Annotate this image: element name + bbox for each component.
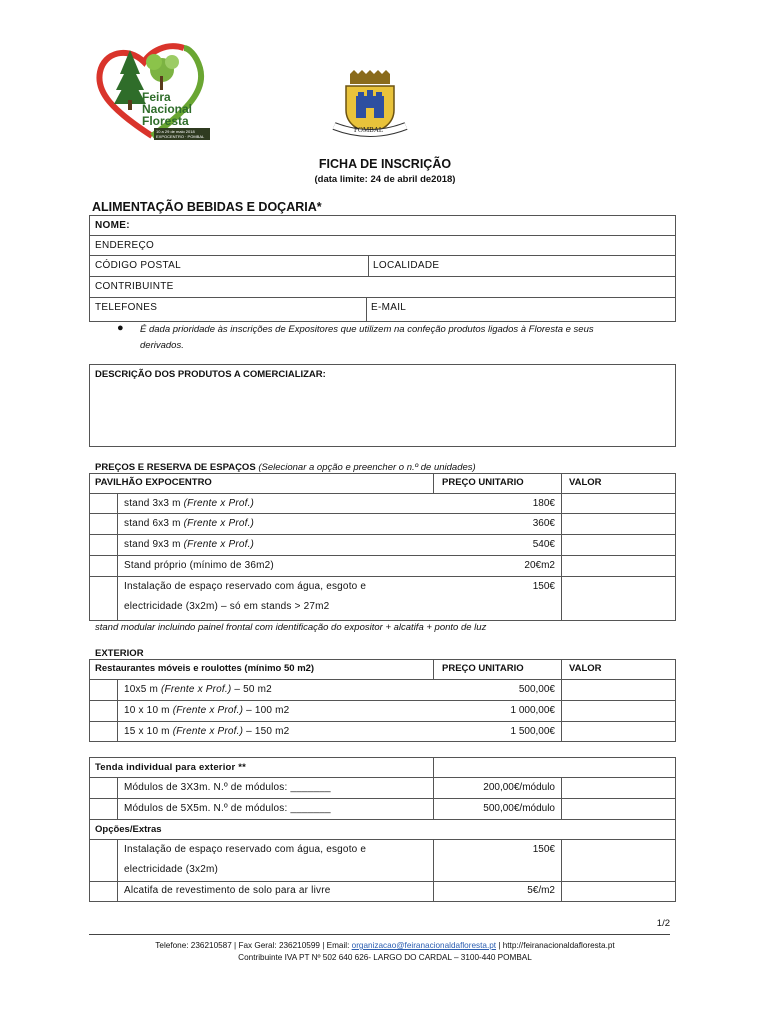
tent-water-price: 150€ xyxy=(532,844,555,855)
divider xyxy=(89,555,676,556)
option-dimension-note: (Frente x Prof.) xyxy=(160,684,232,695)
nome-label: NOME: xyxy=(95,220,130,231)
unit-price-header: PREÇO UNITARIO xyxy=(442,477,524,488)
exterior-option-price: 1 500,00€ xyxy=(510,726,555,737)
pavilion-option-label xyxy=(124,539,254,550)
pavilion-option-price: 540€ xyxy=(532,539,555,550)
footer-divider xyxy=(89,934,670,935)
option-dimension-note: (Frente x Prof.) xyxy=(183,518,255,529)
water-option-price: 150€ xyxy=(532,581,555,592)
option-area: – 150 m2 xyxy=(243,726,290,737)
value-header: VALOR xyxy=(569,477,602,488)
water-option-line1: Instalação de espaço reservado com água, esgoto e xyxy=(124,581,367,592)
product-description-label: DESCRIÇÃO DOS PRODUTOS A COMERCIALIZAR: xyxy=(95,369,326,380)
page-number: 1/2 xyxy=(656,918,670,929)
tent-option-price: 200,00€/módulo xyxy=(483,782,555,793)
option-size: 10x5 m xyxy=(124,684,161,695)
option-size: Stand próprio (mínimo de 36m2) xyxy=(124,560,274,571)
pavilion-option-label xyxy=(124,498,254,509)
tent-water-line2: electricidade (3x2m) xyxy=(124,864,219,875)
modular-stand-note: stand modular incluindo painel frontal com identificação do expositor + alcatifa + ponto de luz xyxy=(95,622,487,633)
exterior-unit-price-header: PREÇO UNITARIO xyxy=(442,663,524,674)
footer-line2: Contribuinte IVA PT Nº 502 640 626- LARGO DO CARDAL – 3100-440 POMBAL xyxy=(238,953,532,962)
exterior-heading: EXTERIOR xyxy=(95,648,144,659)
pavilion-option-price: 180€ xyxy=(532,498,555,509)
divider xyxy=(561,839,562,902)
footer-line1 xyxy=(0,941,770,950)
option-dimension-note: (Frente x Prof.) xyxy=(183,498,255,509)
priority-note-line2: derivados. xyxy=(140,340,184,351)
tent-option-label: Módulos de 5X5m. N.º de módulos: _______ xyxy=(124,803,331,814)
divider xyxy=(561,473,562,621)
prices-heading xyxy=(95,462,476,473)
pavilion-option-label xyxy=(124,518,254,529)
divider xyxy=(89,819,676,820)
divider xyxy=(366,297,367,322)
exterior-option-price: 1 000,00€ xyxy=(510,705,555,716)
option-dimension-note: (Frente x Prof.) xyxy=(183,539,255,550)
exterior-value-header: VALOR xyxy=(569,663,602,674)
option-size: stand 6x3 m xyxy=(124,518,184,529)
footer-website: | http://feiranacionaldafloresta.pt xyxy=(496,941,615,950)
extras-heading: Opções/Extras xyxy=(95,824,162,835)
divider xyxy=(89,700,676,701)
divider xyxy=(433,659,434,679)
water-option-line2: electricidade (3x2m) – só em stands > 27m2 xyxy=(124,601,330,612)
pavilion-option-price: 20€m2 xyxy=(524,560,555,571)
footer-email-link[interactable]: organizacao@feiranacionaldafloresta.pt xyxy=(351,941,497,950)
divider xyxy=(117,679,118,742)
divider xyxy=(89,777,676,778)
carpet-option-price: 5€/m2 xyxy=(527,885,555,896)
crest-banner: POMBAL xyxy=(354,126,384,134)
option-size: 10 x 10 m xyxy=(124,705,173,716)
exterior-option-label xyxy=(124,705,289,716)
option-size: stand 3x3 m xyxy=(124,498,184,509)
divider xyxy=(89,679,676,680)
tent-water-line1: Instalação de espaço reservado com água, esgoto e xyxy=(124,844,367,855)
pavilion-option-label xyxy=(124,560,274,571)
prices-heading-text: PREÇOS E RESERVA DE ESPAÇOS xyxy=(95,462,256,473)
divider xyxy=(117,777,118,819)
exterior-option-label xyxy=(124,726,289,737)
section-title: ALIMENTAÇÃO BEBIDAS E DOÇARIA* xyxy=(92,200,322,214)
event-logo xyxy=(92,40,212,144)
codigo-postal-label: CÓDIGO POSTAL xyxy=(95,260,181,271)
divider xyxy=(89,493,676,494)
pavilion-option-price: 360€ xyxy=(532,518,555,529)
pombal-crest xyxy=(330,70,410,140)
logo-dates-text: 10 a 29 de maio 2018 xyxy=(156,129,195,134)
divider xyxy=(89,839,676,840)
divider xyxy=(89,798,676,799)
logo-line1: Feira xyxy=(142,90,171,104)
divider xyxy=(89,513,676,514)
divider xyxy=(89,576,676,577)
option-size: 15 x 10 m xyxy=(124,726,173,737)
divider xyxy=(89,297,676,298)
option-dimension-note: (Frente x Prof.) xyxy=(172,705,244,716)
contribuinte-label: CONTRIBUINTE xyxy=(95,281,174,292)
divider xyxy=(89,881,676,882)
divider xyxy=(117,839,118,902)
divider xyxy=(433,473,434,493)
exterior-option-price: 500,00€ xyxy=(518,684,555,695)
divider xyxy=(89,235,676,236)
logo-line3: Floresta xyxy=(142,114,189,128)
option-size: stand 9x3 m xyxy=(124,539,184,550)
bullet-icon: ● xyxy=(117,322,124,334)
carpet-option-label: Alcatifa de revestimento de solo para ar livre xyxy=(124,885,331,896)
tent-heading: Tenda individual para exterior ** xyxy=(95,762,247,773)
logo-place-text: EXPOCENTRO · POMBAL xyxy=(156,134,205,139)
priority-note-line1: É dada prioridade às inscrições de Expositores que utilizem na confeção produtos ligados à Floresta e seus xyxy=(140,324,594,335)
page-subtitle: (data limite: 24 de abril de2018) xyxy=(314,174,456,185)
tent-option-price: 500,00€/módulo xyxy=(483,803,555,814)
exterior-option-label xyxy=(124,684,272,695)
option-area: – 100 m2 xyxy=(243,705,290,716)
tent-option-label: Módulos de 3X3m. N.º de módulos: _______ xyxy=(124,782,331,793)
localidade-label: LOCALIDADE xyxy=(373,260,440,271)
pavilion-label: PAVILHÃO EXPOCENTRO xyxy=(95,477,212,488)
logo-dates xyxy=(154,128,210,140)
exterior-subheading: Restaurantes móveis e roulottes (mínimo 50 m2) xyxy=(95,663,315,674)
logo-line2: Nacional xyxy=(142,102,193,116)
telefones-label: TELEFONES xyxy=(95,302,158,313)
divider xyxy=(89,276,676,277)
option-dimension-note: (Frente x Prof.) xyxy=(172,726,244,737)
divider xyxy=(89,721,676,722)
page-title: FICHA DE INSCRIÇÃO xyxy=(318,157,452,171)
endereco-label: ENDEREÇO xyxy=(95,240,155,251)
prices-heading-note: (Selecionar a opção e preencher o n.º de unidades) xyxy=(258,462,476,473)
divider xyxy=(89,534,676,535)
divider xyxy=(368,255,369,276)
footer-contacts: Telefone: 236210587 | Fax Geral: 236210599 | Email: xyxy=(155,941,352,950)
email-label: E-MAIL xyxy=(371,302,407,313)
divider xyxy=(89,255,676,256)
option-area: – 50 m2 xyxy=(231,684,272,695)
